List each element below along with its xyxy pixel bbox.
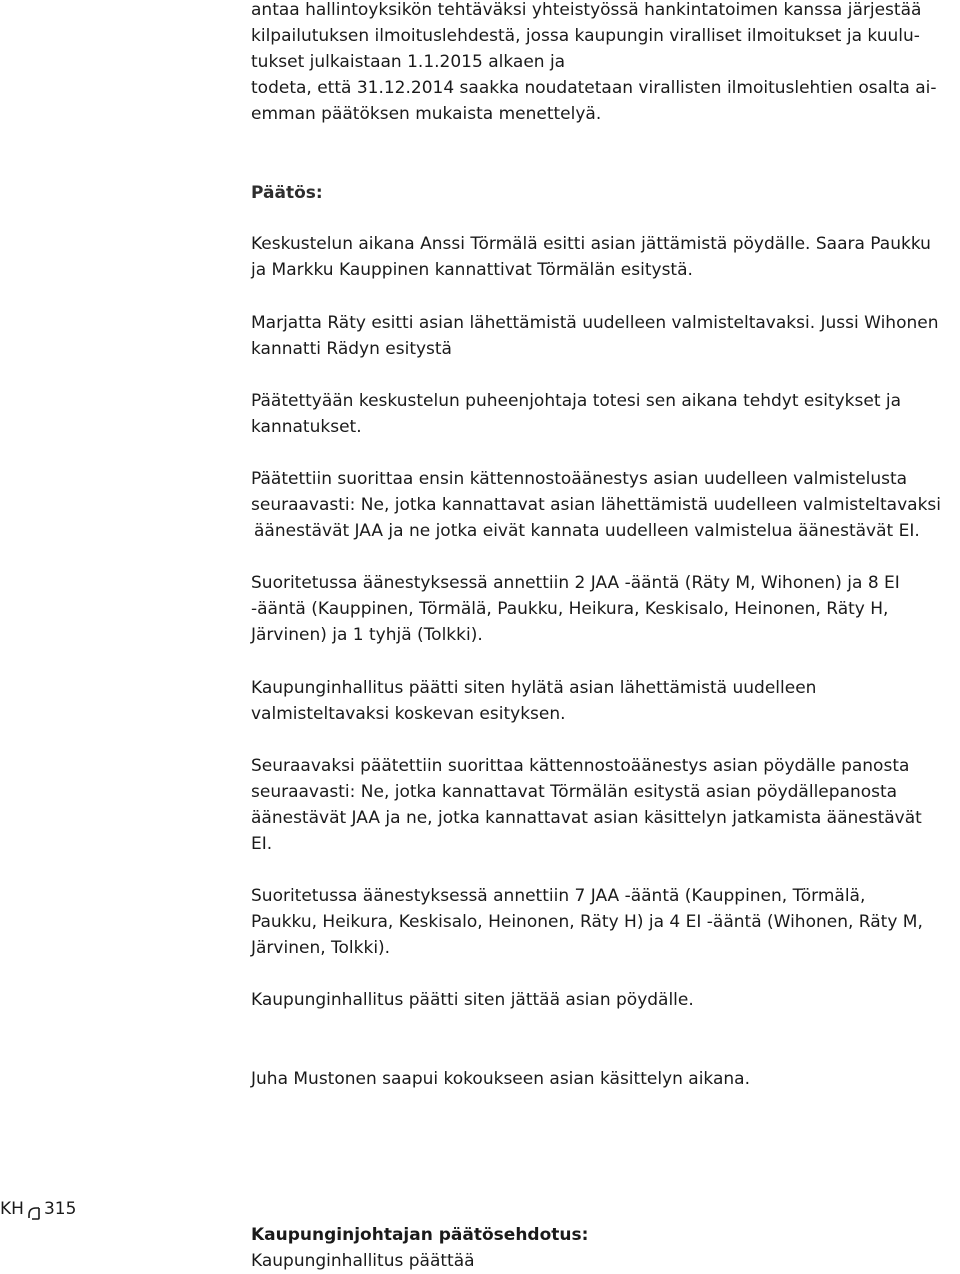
paragraph-second-vote-decision bbox=[251, 987, 694, 1013]
proposal-heading: Kaupunginjohtajan päätösehdotus: bbox=[251, 1225, 589, 1245]
text-line: Kaupunginhallitus päätti siten hylätä asian lähettämistä uudelleen bbox=[251, 678, 817, 698]
text-line: Päätettiin suorittaa ensin kättennostoäänestys asian uudelleen valmistelusta bbox=[251, 469, 908, 489]
text-line: seuraavasti: Ne, jotka kannattavat Törmälän esitystä asian pöydällepanosta bbox=[251, 782, 898, 802]
text-line: Keskustelun aikana Anssi Törmälä esitti asian jättämistä pöydälle. Saara Paukku bbox=[251, 234, 931, 254]
text-line: Järvinen, Tolkki). bbox=[251, 938, 391, 958]
paragraph-return-proposal bbox=[251, 310, 939, 362]
section-symbol-icon bbox=[27, 1202, 41, 1216]
text-line: EI. bbox=[251, 834, 273, 854]
text-line: kilpailutuksen ilmoituslehdestä, jossa kaupungin viralliset ilmoitukset ja kuulu- bbox=[251, 26, 920, 46]
text-line: Kaupunginhallitus päätti siten jättää asian pöydälle. bbox=[251, 990, 694, 1010]
text-line: ja Markku Kauppinen kannattivat Törmälän esitystä. bbox=[251, 260, 693, 280]
paragraph-second-vote-setup bbox=[251, 753, 922, 857]
paragraph-attendance-note bbox=[251, 1066, 750, 1092]
paragraph-commissioning bbox=[251, 0, 921, 75]
text-line: kannatukset. bbox=[251, 417, 362, 437]
proposal-intro: Kaupunginhallitus päättää bbox=[251, 1251, 475, 1271]
text-line: tukset julkaistaan 1.1.2015 alkaen ja bbox=[251, 52, 566, 72]
text-line: Paukku, Heikura, Keskisalo, Heinonen, Räty H) ja 4 EI -ääntä (Wihonen, Räty M, bbox=[251, 912, 923, 932]
paragraph-second-vote-result bbox=[251, 883, 923, 961]
paragraph-chair-summary bbox=[251, 388, 901, 440]
text-line: seuraavasti: Ne, jotka kannattavat asian lähettämistä uudelleen valmisteltavaksi bbox=[251, 495, 941, 515]
text-line: kannatti Rädyn esitystä bbox=[251, 339, 452, 359]
text-line: Päätettyään keskustelun puheenjohtaja totesi sen aikana tehdyt esitykset ja bbox=[251, 391, 902, 411]
text-line: -ääntä (Kauppinen, Törmälä, Paukku, Heikura, Keskisalo, Heinonen, Räty H, bbox=[251, 599, 889, 619]
text-line: emman päätöksen mukaista menettelyä. bbox=[251, 104, 602, 124]
text-line: valmisteltavaksi koskevan esityksen. bbox=[251, 704, 566, 724]
text-line: Juha Mustonen saapui kokoukseen asian käsittelyn aikana. bbox=[251, 1069, 750, 1089]
text-line: todeta, että 31.12.2014 saakka noudatetaan virallisten ilmoituslehtien osalta ai- bbox=[251, 78, 937, 98]
text-line: Järvinen) ja 1 tyhjä (Tolkki). bbox=[251, 625, 483, 645]
text-line: Suoritetussa äänestyksessä annettiin 2 JAA -ääntä (Räty M, Wihonen) ja 8 EI bbox=[251, 573, 900, 593]
text-line: Suoritetussa äänestyksessä annettiin 7 JAA -ääntä (Kauppinen, Törmälä, bbox=[251, 886, 866, 906]
decision-heading: Päätös: bbox=[251, 183, 323, 203]
text-line: antaa hallintoyksikön tehtäväksi yhteistyössä hankintatoimen kanssa järjestää bbox=[251, 0, 922, 20]
section-code bbox=[0, 1196, 76, 1222]
paragraph-tabling-proposal bbox=[251, 231, 931, 283]
text-line: Marjatta Räty esitti asian lähettämistä uudelleen valmisteltavaksi. Jussi Wihonen bbox=[251, 313, 939, 333]
section-code-prefix: KH bbox=[0, 1199, 24, 1219]
text-line: äänestävät JAA ja ne, jotka kannattavat asian käsittelyn jatkamista äänestävät bbox=[251, 808, 922, 828]
text-line: äänestävät JAA ja ne jotka eivät kannata uudelleen valmistelua äänestävät EI. bbox=[254, 521, 920, 541]
paragraph-first-vote-setup bbox=[251, 466, 941, 544]
section-code-number: 315 bbox=[43, 1199, 77, 1219]
paragraph-interim-procedure bbox=[251, 75, 937, 127]
paragraph-first-vote-decision bbox=[251, 675, 816, 727]
paragraph-first-vote-result bbox=[251, 570, 900, 648]
text-line: Seuraavaksi päätettiin suorittaa kättennostoäänestys asian pöydälle panosta bbox=[251, 756, 910, 776]
